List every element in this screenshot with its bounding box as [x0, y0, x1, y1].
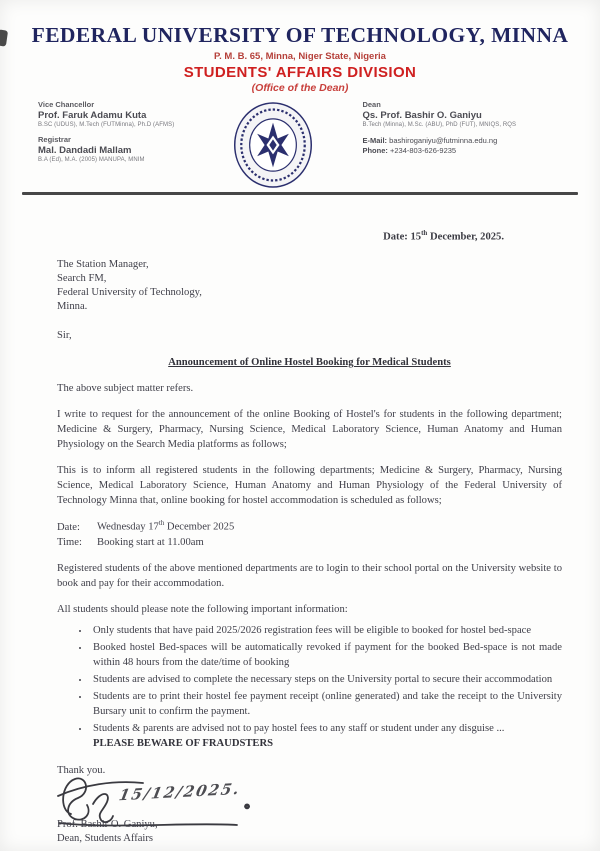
officers-row	[30, 100, 570, 190]
recipient-address	[57, 258, 562, 314]
vice-chancellor-registrar-block	[30, 100, 218, 163]
email-value: bashiroganiyu@futminna.edu.ng	[389, 135, 498, 145]
university-address: P. M. B. 65, Minna, Niger State, Nigeria	[214, 50, 386, 62]
reference-line: The above subject matter refers.	[57, 383, 194, 395]
signatory-name: Prof. Bashir O. Ganiyu,	[57, 819, 158, 831]
schedule-date-label: Date:	[57, 521, 80, 533]
recipient-line: Federal University of Technology,	[57, 287, 202, 299]
recipient-line: The Station Manager,	[57, 259, 149, 271]
schedule-date-rest: December 2025	[164, 521, 235, 533]
paragraph-portal-login: Registered students of the above mentioned departments are to login to their school portal on the University website to book and pay for their accommodation.	[57, 562, 562, 589]
recipient-line: Search FM,	[57, 273, 107, 285]
booking-schedule	[57, 519, 562, 550]
signature-block	[57, 766, 562, 851]
schedule-time-value: Booking start at 11.00am	[97, 536, 204, 548]
list-item: • Students are to print their hostel fee payment receipt (online generated) and take the receipt to the University Bursary unit to confirm the payment.	[90, 689, 562, 719]
schedule-time-label: Time:	[57, 536, 82, 548]
letterhead	[0, 0, 600, 190]
closing-thanks: Thank you.	[57, 765, 106, 777]
note-intro: All students should please note the following important information:	[57, 604, 348, 616]
list-item: • Students are advised to complete the necessary steps on the University portal to secure their accommodation	[90, 672, 562, 687]
list-item: • Only students that have paid 2025/2026 registration fees will be eligible to booked for hostel bed-space	[90, 623, 562, 638]
email-label: E-Mail:	[362, 135, 388, 145]
beware-fraudsters-warning: PLEASE BEWARE OF FRAUDSTERS	[93, 738, 274, 750]
phone-value: +234-803-626-9235	[389, 146, 457, 156]
schedule-date-value: Wednesday 17	[97, 521, 159, 533]
registrar-credentials: B.A (Ed), M.A. (2005) MANUPA, MNIM	[38, 156, 145, 163]
list-item	[90, 721, 562, 751]
subject-line: Announcement of Online Hostel Booking for Medical Students	[168, 357, 451, 369]
paragraph-announcement-request: I write to request for the announcement of the online Booking of Hostel's for students in the following department; Medicine & Surgery, Pharmacy, Nursing Science, Medical Laboratory Science, Human Anatomy and Human Physiology on the Search Media platforms as follows;	[57, 409, 562, 451]
dean-email	[362, 136, 570, 145]
list-item-text: Students & parents are advised not to pay hostel fees to any staff or student under any disguise ...	[93, 723, 505, 735]
date-day: 15	[407, 231, 422, 243]
list-item: • Booked hostel Bed-spaces will be automatically revoked if payment for the booked Bed-space is not made within 48 hours from the date/time of booking	[90, 640, 562, 670]
important-info-list	[57, 623, 562, 751]
date-rest: December, 2025.	[427, 231, 504, 243]
header-divider	[22, 192, 578, 195]
letter-date	[57, 229, 562, 245]
signature-date: 15/12/2025.	[117, 780, 243, 805]
recipient-line: Minna.	[57, 301, 88, 313]
date-label: Date:	[383, 231, 408, 243]
dean-title: Dean	[362, 99, 381, 109]
vc-name: Prof. Faruk Adamu Kuta	[38, 109, 147, 121]
registrar-name: Mal. Dandadi Mallam	[38, 144, 132, 156]
schedule-time-line	[57, 535, 562, 550]
phone-label: Phone:	[362, 146, 388, 156]
university-seal-icon	[218, 100, 328, 190]
signatory-title: Dean, Students Affairs	[57, 833, 154, 845]
dean-name: Qs. Prof. Bashir O. Ganiyu	[362, 109, 482, 121]
registrar-title: Registrar	[38, 134, 71, 144]
date-ordinal: th	[421, 228, 428, 237]
vc-credentials: B.SC (UDUS), M.Tech (FUTMinna), Ph.D (AFMS)	[38, 121, 175, 128]
letter-body	[0, 229, 600, 851]
schedule-date-line	[57, 519, 562, 535]
vc-title: Vice Chancellor	[38, 99, 95, 109]
division-title: STUDENTS' AFFAIRS DIVISION	[183, 63, 417, 81]
dean-block	[328, 100, 570, 156]
dean-credentials: B.Tech (Minna), M.Sc. (ABU), PhD (FUT), MNIQS, RQS	[362, 121, 517, 128]
office-of-dean-subtitle: (Office of the Dean)	[251, 81, 349, 94]
paragraph-inform-students: This is to inform all registered students in the following departments; Medicine & Surgery, Pharmacy, Nursing Science, Medical Laboratory Science, Human Anatomy and Human Physiology of the Federal University of Technology Minna that, online booking for hostel accommodation is scheduled as follows;	[57, 465, 562, 507]
university-name: FEDERAL UNIVERSITY OF TECHNOLOGY, MINNA	[31, 23, 569, 47]
dean-phone	[362, 146, 570, 155]
schedule-date-ordinal: th	[158, 519, 165, 528]
salutation: Sir,	[57, 330, 72, 342]
